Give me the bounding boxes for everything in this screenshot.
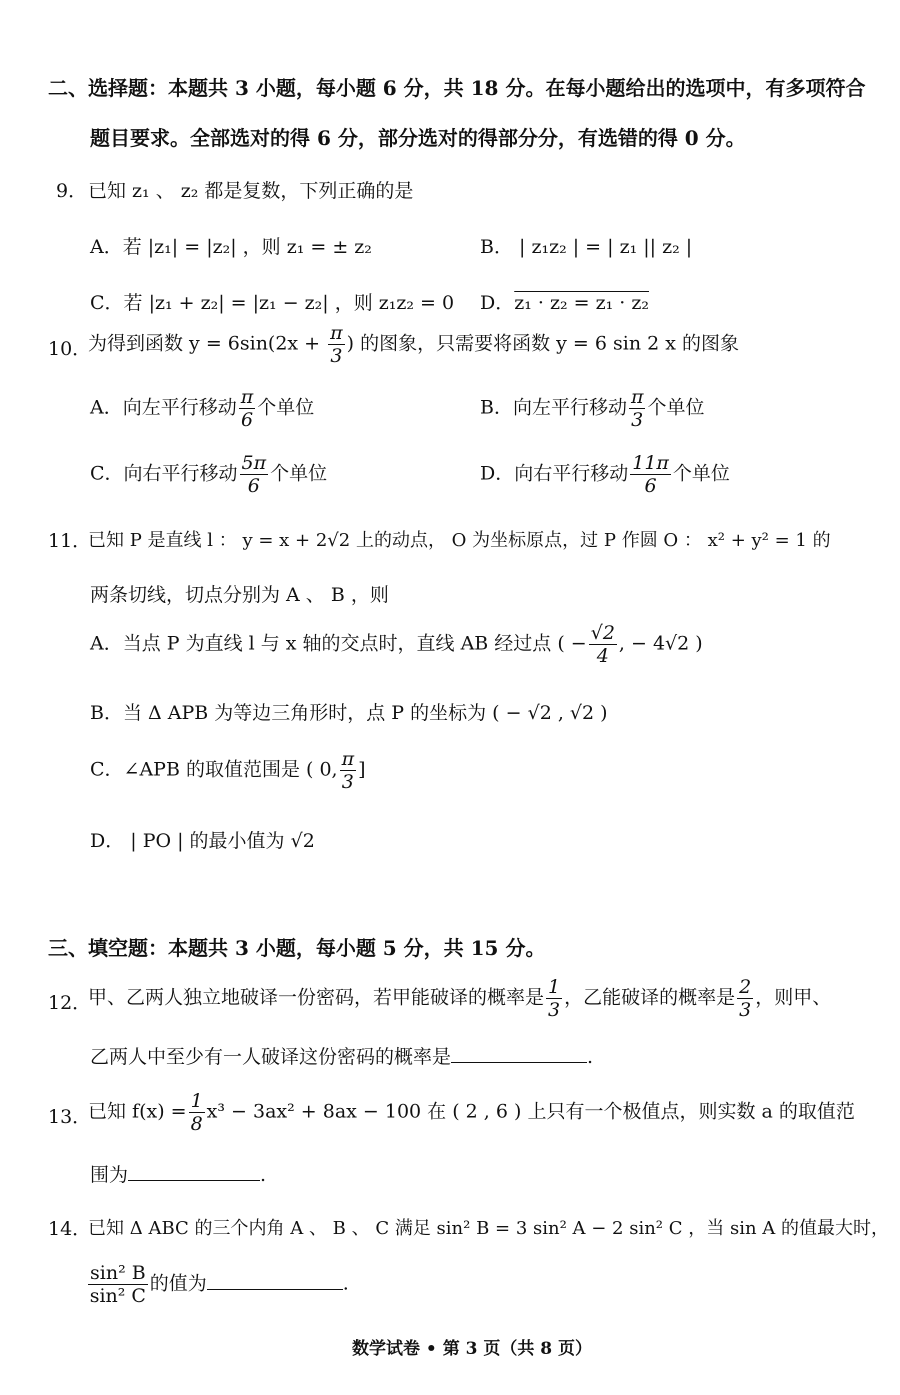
section-2-heading-cont: 题目要求。全部选对的得 6 分，部分选对的得部分分，有选错的得 0 分。 — [90, 126, 746, 150]
q11-option-c — [90, 748, 366, 793]
q10-stem-frac-num: π — [330, 322, 343, 344]
section-3-heading: 三、填空题：本题共 3 小题，每小题 5 分，共 15 分。 — [48, 936, 546, 960]
q10-c-post: 个单位 — [270, 462, 328, 485]
q10-d-pre: D．向右平行移动 — [480, 462, 629, 485]
q9-option-d-expr: z₁ · z₂ = z₁ · z₂ — [514, 292, 649, 314]
q13-stem-cont-text: 围为 — [90, 1164, 129, 1186]
q11-c-den: 3 — [341, 771, 354, 793]
q12-f1-den: 3 — [548, 999, 561, 1021]
q12-end: . — [587, 1046, 594, 1068]
q10-b-post: 个单位 — [647, 396, 705, 419]
q10-stem-pre: 为得到函数 y = 6sin(2x + — [88, 332, 327, 355]
q10-a-num: π — [240, 386, 254, 408]
q13-answer-blank[interactable] — [128, 1162, 260, 1181]
q11-option-a — [90, 622, 703, 667]
q11-a-fraction — [589, 622, 617, 667]
q11-c-post: ] — [358, 758, 366, 781]
q11-c-fraction — [340, 748, 357, 793]
q13-stem — [88, 1090, 855, 1135]
q11-a-post: , − 4√2 ) — [618, 632, 703, 655]
q10-stem-fraction — [328, 322, 345, 367]
q10-c-pre: C．向右平行移动 — [90, 462, 238, 485]
q10-d-fraction — [630, 452, 671, 497]
q11-option-d: D． | PO | 的最小值为 √2 — [90, 830, 315, 852]
q12-stem-post: ，则甲、 — [755, 986, 832, 1009]
q10-d-den: 6 — [644, 475, 657, 497]
q10-a-post: 个单位 — [257, 396, 315, 419]
q12-answer-blank[interactable] — [451, 1044, 587, 1063]
q14-stem-cont — [86, 1262, 349, 1307]
q14-fraction — [88, 1262, 148, 1307]
q10-a-pre: A．向左平行移动 — [90, 396, 237, 419]
q10-b-fraction — [629, 386, 646, 431]
q10-c-fraction — [240, 452, 269, 497]
q9-option-d — [480, 288, 649, 315]
q10-d-post: 个单位 — [672, 462, 730, 485]
q12-stem-cont-text: 乙两人中至少有一人破译这份密码的概率是 — [90, 1046, 452, 1068]
q12-stem-cont — [90, 1042, 593, 1069]
q11-stem-cont: 两条切线，切点分别为 A 、 B ，则 — [90, 584, 389, 606]
q13-f-den: 8 — [190, 1113, 203, 1135]
q12-f2-den: 3 — [739, 999, 752, 1021]
q13-end: . — [260, 1164, 267, 1186]
q11-a-den: 4 — [596, 645, 609, 667]
q9-option-a: A．若 |z₁| = |z₂| ，则 z₁ = ± z₂ — [90, 236, 372, 258]
q13-stem-pre: 已知 f(x) = — [88, 1100, 187, 1123]
q11-option-b: B．当 Δ APB 为等边三角形时，点 P 的坐标为 ( − √2 , √2 ) — [90, 702, 608, 724]
q12-number: 12． — [48, 992, 92, 1014]
q10-d-num: 11π — [632, 452, 669, 474]
q12-stem-pre: 甲、乙两人独立地破译一份密码，若甲能破译的概率是 — [88, 986, 545, 1009]
q13-fraction — [189, 1090, 205, 1135]
q11-a-num: √2 — [590, 622, 615, 644]
q10-option-a — [90, 386, 314, 431]
q10-a-den: 6 — [240, 409, 254, 431]
q9-option-b: B． | z₁z₂ | = | z₁ || z₂ | — [480, 236, 693, 258]
q11-a-pre: A．当点 P 为直线 l 与 x 轴的交点时，直线 AB 经过点 ( − — [90, 632, 587, 655]
q14-answer-blank[interactable] — [207, 1271, 343, 1290]
q10-option-b — [480, 386, 704, 431]
q14-f-den: sin² C — [89, 1285, 146, 1307]
q9-option-d-label: D． — [480, 292, 515, 314]
q12-f2-num: 2 — [739, 976, 752, 998]
q11-stem: 已知 P 是直线 l ： y = x + 2√2 上的动点， O 为坐标原点，过 P 作圆 O ： x² + y² = 1 的 — [88, 530, 831, 551]
q14-stem: 已知 Δ ABC 的三个内角 A 、 B 、 C 满足 sin² B = 3 sin² A − 2 sin² C ，当 sin A 的值最大时， — [88, 1218, 889, 1239]
q11-c-num: π — [341, 748, 355, 770]
q10-stem-post: ) 的图象，只需要将函数 y = 6 sin 2 x 的图象 — [346, 332, 739, 355]
q11-number: 11． — [48, 530, 92, 552]
q10-stem — [88, 322, 739, 367]
section-2-heading: 二、选择题：本题共 3 小题，每小题 6 分，共 18 分。在每小题给出的选项中，有多项符合 — [48, 76, 866, 100]
q10-stem-frac-den: 3 — [330, 345, 343, 367]
q10-b-num: π — [630, 386, 644, 408]
q9-number: 9． — [56, 180, 88, 202]
page-footer: 数学试卷 • 第 3 页（共 8 页） — [352, 1339, 593, 1359]
q14-stem-cont-text: 的值为 — [149, 1272, 207, 1295]
q13-number: 13． — [48, 1106, 92, 1128]
q12-stem-mid: ，乙能破译的概率是 — [564, 986, 736, 1009]
q14-end: . — [342, 1272, 349, 1295]
q9-stem: 已知 z₁ 、 z₂ 都是复数，下列正确的是 — [88, 180, 414, 202]
q12-stem — [88, 976, 831, 1021]
q10-c-num: 5π — [241, 452, 267, 474]
q14-f-num: sin² B — [90, 1262, 146, 1284]
q12-f1-num: 1 — [548, 976, 561, 998]
q10-option-c — [90, 452, 327, 497]
q10-c-den: 6 — [247, 475, 260, 497]
q14-number: 14． — [48, 1218, 92, 1240]
q11-c-pre: C．∠APB 的取值范围是 ( 0, — [90, 758, 338, 781]
q12-fraction-1 — [546, 976, 562, 1021]
q13-stem-post: x³ − 3ax² + 8ax − 100 在 ( 2 , 6 ) 上只有一个极值点，则实数 a 的取值范 — [206, 1100, 855, 1123]
q10-number: 10． — [48, 338, 92, 360]
q13-stem-cont — [90, 1160, 266, 1187]
q12-fraction-2 — [737, 976, 753, 1021]
q10-option-d — [480, 452, 730, 497]
q9-option-c: C．若 |z₁ + z₂| = |z₁ − z₂| ，则 z₁z₂ = 0 — [90, 292, 455, 314]
q10-b-pre: B．向左平行移动 — [480, 396, 627, 419]
q10-b-den: 3 — [631, 409, 644, 431]
q10-a-fraction — [239, 386, 256, 431]
q13-f-num: 1 — [190, 1090, 203, 1112]
